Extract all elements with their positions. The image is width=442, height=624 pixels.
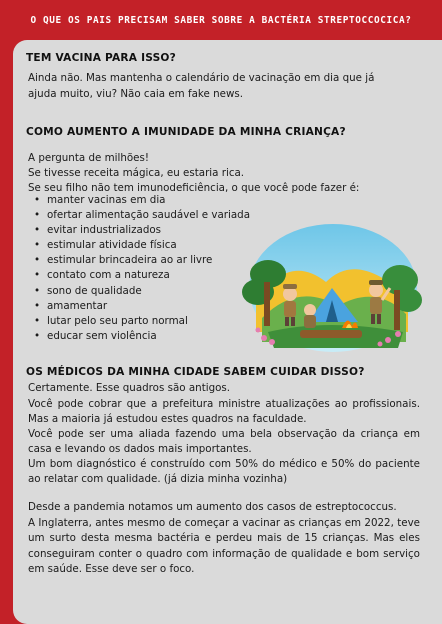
list-item: • amamentar <box>28 299 250 314</box>
list-item: • evitar industrializados <box>28 223 250 238</box>
list-item: • lutar pelo seu parto normal <box>28 314 250 329</box>
doctors-paragraph-3: Você pode ser uma aliada fazendo uma bela observação da criança em casa e levando os dados mais importantes. <box>28 428 420 456</box>
immunity-intro-3: Se seu filho não tem imunodeficiência, o que você pode fazer é: <box>28 182 360 194</box>
vaccine-text-line-2: ajuda muito, viu? Não caia em fake news. <box>28 88 244 100</box>
immunity-list <box>28 193 250 344</box>
doctors-paragraph-6: A Inglaterra, antes mesmo de começar a vacinar as crianças em 2022, teve um surto desta mesma bactéria e perdeu mais de 15 crianças. Mas eles conseguiram conter o quadro com informação de qualidade e bom serviço em saúde. Esse deve ser o foco. <box>28 517 420 575</box>
doctors-paragraph-1: Certamente. Esse quadros são antigos. <box>28 382 231 394</box>
list-item: • sono de qualidade <box>28 284 250 299</box>
heading-doctors: OS MÉDICOS DA MINHA CIDADE SABEM CUIDAR DISSO? <box>26 366 365 378</box>
heading-immunity: COMO AUMENTO A IMUNIDADE DA MINHA CRIANÇA? <box>26 126 346 138</box>
list-item: • manter vacinas em dia <box>28 193 250 208</box>
list-item: • estimular atividade física <box>28 238 250 253</box>
doctors-paragraph-2: Você pode cobrar que a prefeitura ministre atualizações ao profissionais. Mas a maioria já estudou estes quadros na faculdade. <box>28 398 420 426</box>
heading-vaccine: TEM VACINA PARA ISSO? <box>26 52 176 64</box>
doctors-paragraph-5: Desde a pandemia notamos um aumento dos casos de estreptococcus. <box>28 501 397 513</box>
list-item: • contato com a natureza <box>28 268 250 283</box>
list-item: • ofertar alimentação saudável e variada <box>28 208 250 223</box>
title-bar <box>0 0 442 40</box>
doctors-paragraph-4: Um bom diagnóstico é construído com 50% do médico e 50% do paciente ao relatar com qualidade. (já dizia minha vozinha) <box>28 458 420 486</box>
camping-children-illustration <box>238 222 424 354</box>
log-bench <box>300 330 362 338</box>
immunity-intro-2: Se tivesse receita mágica, eu estaria rica. <box>28 167 245 179</box>
immunity-intro-1: A pergunta de milhões! <box>28 152 149 164</box>
list-item: • estimular brincadeira ao ar livre <box>28 253 250 268</box>
list-item: • educar sem violência <box>28 329 250 344</box>
page-title: O QUE OS PAIS PRECISAM SABER SOBRE A BACTÉRIA STREPTOCCOCICA? <box>30 14 412 26</box>
child-middle <box>304 304 316 328</box>
vaccine-text-line-1: Ainda não. Mas mantenha o calendário de vacinação em dia que já <box>28 72 375 84</box>
